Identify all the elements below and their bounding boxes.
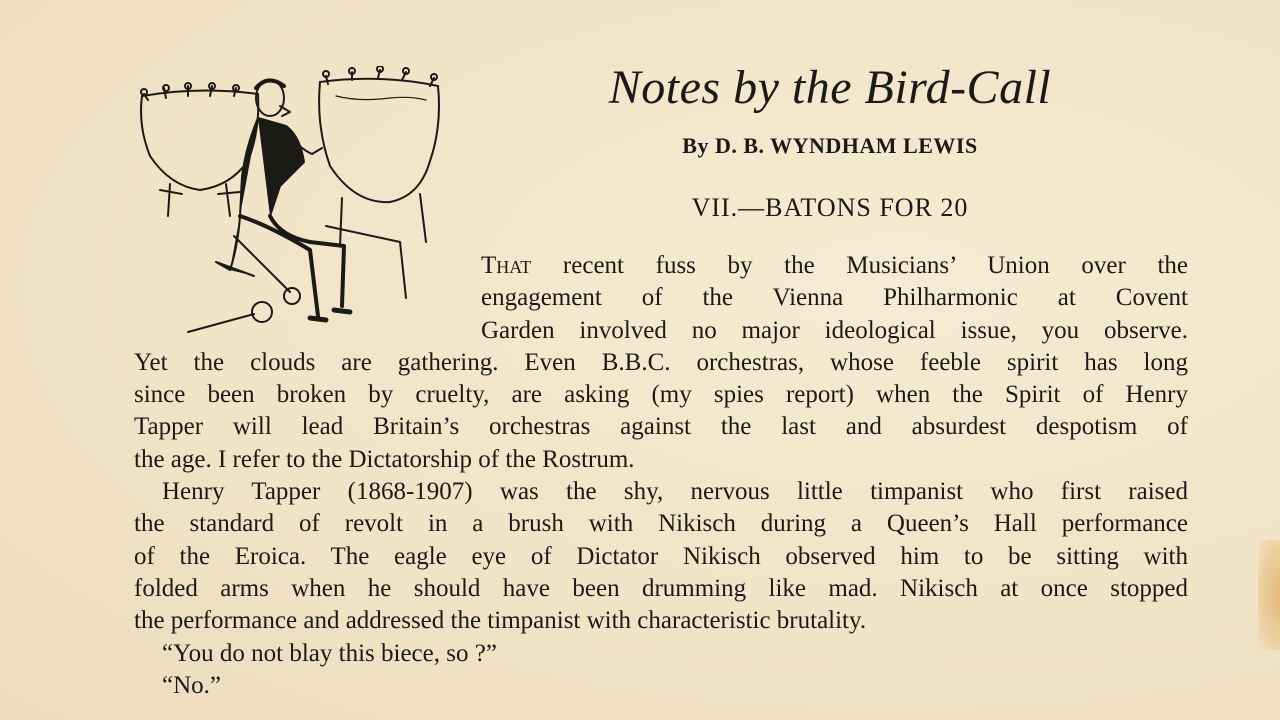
body-line: engagement of the Vienna Philharmonic at Covent xyxy=(481,284,1188,312)
body-line: since been broken by cruelty, are asking (my spies report) when the Spirit of Henry xyxy=(134,381,1188,409)
body-line: Garden involved no major ideological issue, you observe. xyxy=(481,316,1188,344)
page-edge-stain xyxy=(1258,540,1280,650)
body-line xyxy=(481,250,1188,282)
body-line: the standard of revolt in a brush with Nikisch during a Queen’s Hall performance xyxy=(134,510,1188,538)
body-line: the performance and addressed the timpanist with characteristic brutality. xyxy=(134,607,867,635)
article-title: Notes by the Bird-Call xyxy=(608,61,1052,114)
body-line: folded arms when he should have been drumming like mad. Nikisch at once stopped xyxy=(134,574,1188,602)
body-line: Tapper will lead Britain’s orchestras against the last and absurdest despotism of xyxy=(134,413,1188,441)
dialog-line: “You do not blay this biece, so ?” xyxy=(162,639,497,667)
body-line: Yet the clouds are gathering. Even B.B.C. orchestras, whose feeble spirit has long xyxy=(134,348,1188,376)
body-line: of the Eroica. The eagle eye of Dictator Nikisch observed him to be sitting with xyxy=(134,542,1188,570)
drop-lead-word: That xyxy=(481,252,532,279)
chapter-heading: VII.—BATONS FOR 20 xyxy=(691,193,969,222)
byline-prefix: By xyxy=(682,133,709,158)
body-line-text: recent fuss by the Musicians’ Union over the xyxy=(531,252,1188,279)
body-line: the age. I refer to the Dictatorship of the Rostrum. xyxy=(134,445,635,473)
article-body xyxy=(134,250,1188,702)
body-line: Henry Tapper (1868-1907) was the shy, nervous little timpanist who first raised xyxy=(162,478,1188,506)
dialog-line: “No.” xyxy=(162,671,221,699)
byline-author: D. B. WYNDHAM LEWIS xyxy=(714,133,978,158)
byline xyxy=(560,133,1100,159)
